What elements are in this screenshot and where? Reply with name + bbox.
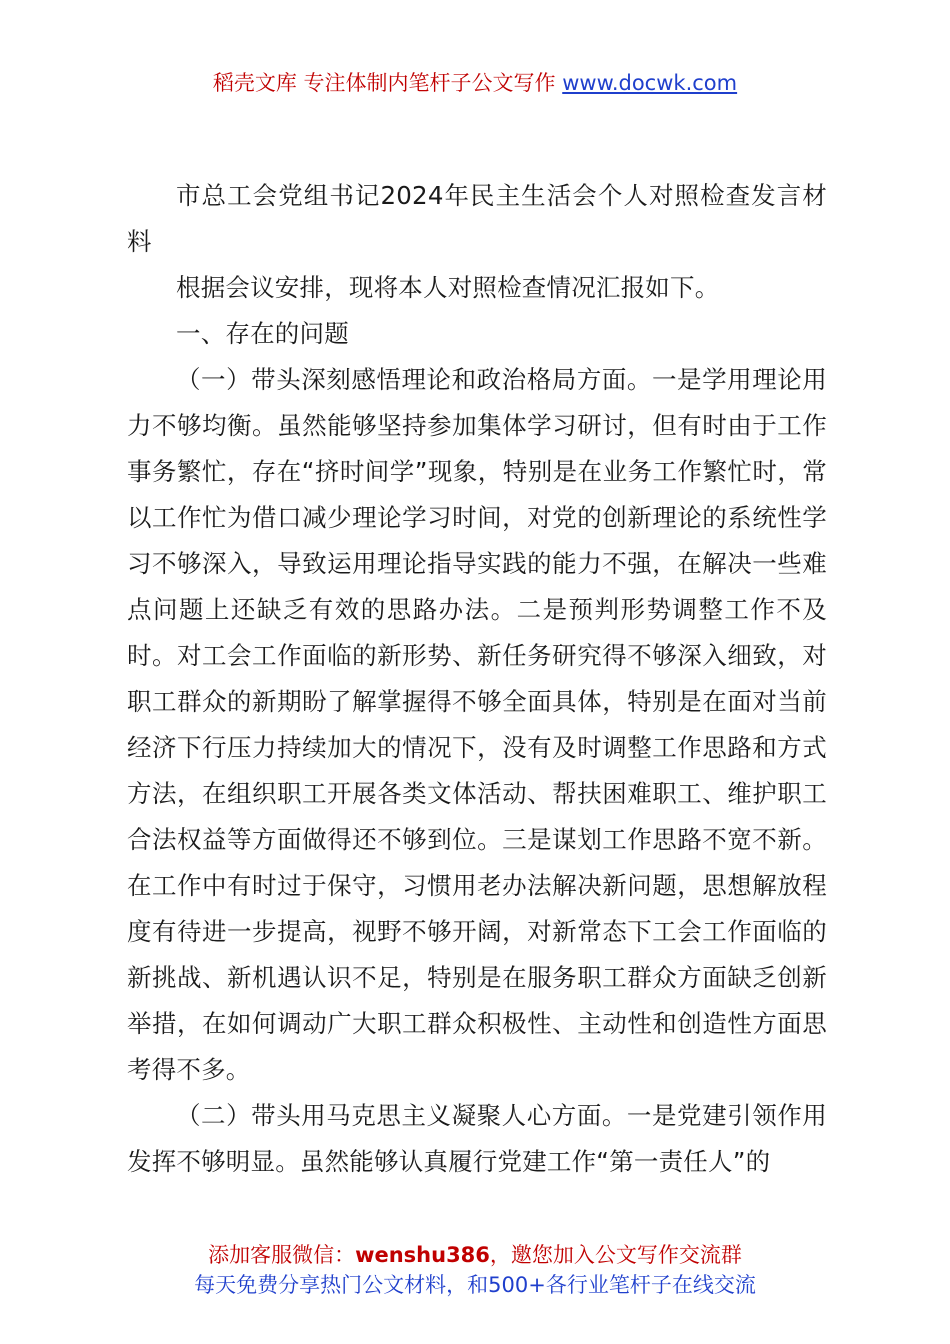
footer-contact-prefix: 添加客服微信： [208,1243,356,1267]
wechat-id: wenshu386 [355,1243,490,1267]
section-heading: 一、存在的问题 [176,319,349,348]
footer-contact-suffix: ，邀您加入公文写作交流群 [489,1243,742,1267]
page-footer [0,1240,950,1300]
footer-promo-line: 每天免费分享热门公文材料，和500+各行业笔杆子在线交流 [194,1273,756,1297]
page-header [0,68,950,98]
website-link[interactable]: www.docwk.com [562,71,738,95]
body-paragraph: （二）带头用马克思主义凝聚人心方面。一是党建引领作用发挥不够明显。虽然能够认真履行党建工作“第一责任人”的 [127,1101,827,1176]
brand-slogan: 稻壳文库 专注体制内笔杆子公文写作 [212,71,563,95]
document-body [127,173,827,1185]
footer-contact-line [0,1240,950,1270]
document-title: 市总工会党组书记2024年民主生活会个人对照检查发言材料 [127,181,827,256]
body-paragraph: （一）带头深刻感悟理论和政治格局方面。一是学用理论用力不够均衡。虽然能够坚持参加集体学习研讨，但有时由于工作事务繁忙，存在“挤时间学”现象，特别是在业务工作繁忙时，常以工作忙为借口减少理论学习时间，对党的创新理论的系统性学习不够深入，导致运用理论指导实践的能力不强，在解决一些难点问题上还缺乏有效的思路办法。二是预判形势调整工作不及时。对工会工作面临的新形势、新任务研究得不够深入细致，对职工群众的新期盼了解掌握得不够全面具体，特别是在面对当前经济下行压力持续加大的情况下，没有及时调整工作思路和方式方法，在组织职工开展各类文体活动、帮扶困难职工、维护职工合法权益等方面做得还不够到位。三是谋划工作思路不宽不新。在工作中有时过于保守，习惯用老办法解决新问题，思想解放程度有待进一步提高，视野不够开阔，对新常态下工会工作面临的新挑战、新机遇认识不足，特别是在服务职工群众方面缺乏创新举措，在如何调动广大职工群众积极性、主动性和创造性方面思考得不多。 [127,365,827,1084]
intro-paragraph: 根据会议安排，现将本人对照检查情况汇报如下。 [176,273,720,302]
